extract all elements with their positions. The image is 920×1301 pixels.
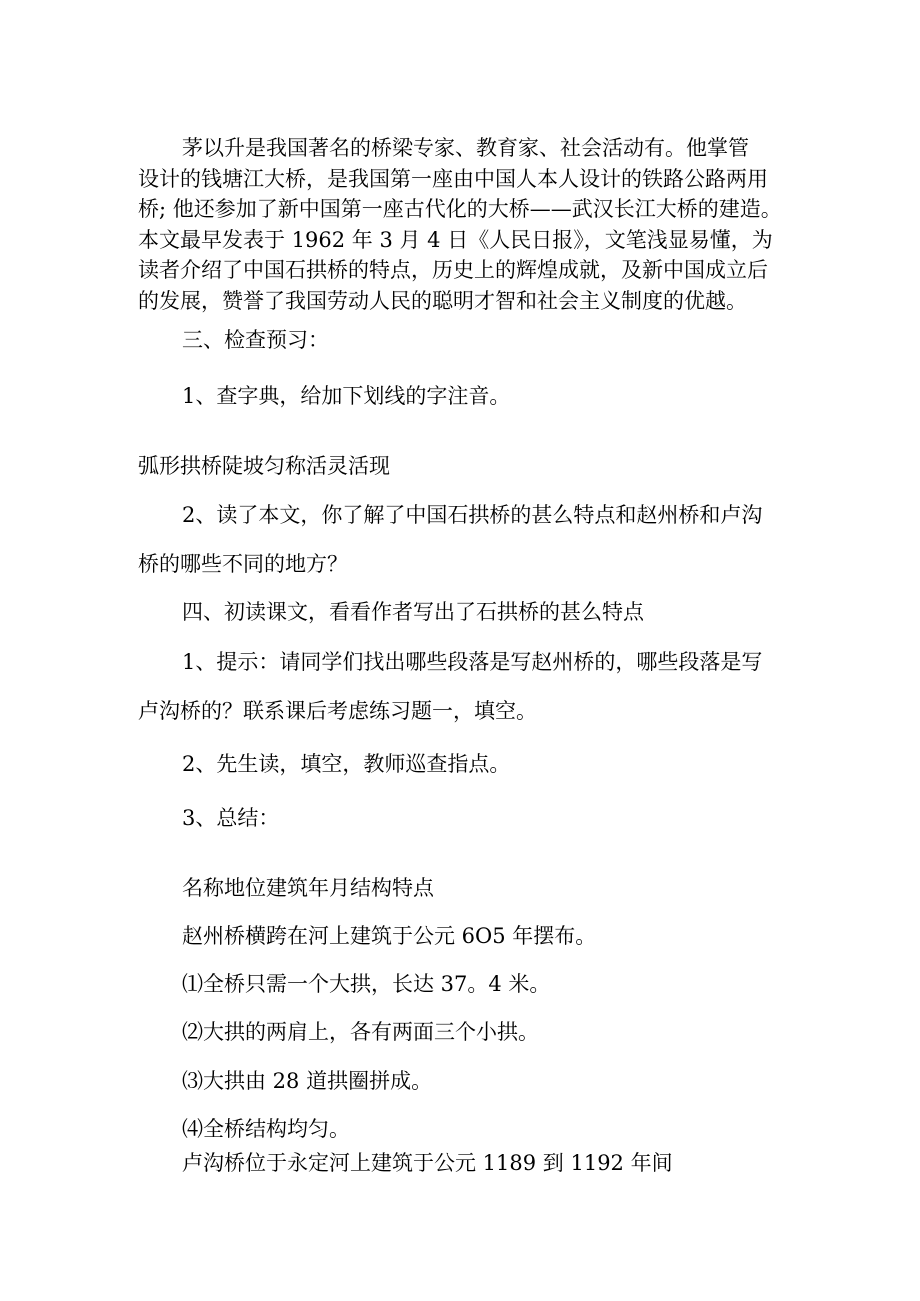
feature-point: ⑷全桥结构均匀。 bbox=[182, 1117, 350, 1141]
vocabulary-words: 弧形拱桥陡坡匀称活灵活现 bbox=[138, 454, 390, 478]
task-read-text-line1: 2、读了本文，你了解了中国石拱桥的甚么特点和赵州桥和卢沟 bbox=[182, 503, 763, 527]
feature-point: ⑵大拱的两肩上，各有两面三个小拱。 bbox=[182, 1020, 539, 1044]
feature-point: ⑶大拱由 28 道拱圈拼成。 bbox=[182, 1069, 433, 1093]
summary-table-header: 名称地位建筑年月结构特点 bbox=[182, 876, 434, 900]
intro-line: 的发展，赞誉了我国劳动人民的聪明才智和社会主义制度的优越。 bbox=[138, 288, 747, 313]
intro-line: 桥; 他还参加了新中国第一座古代化的大桥——武汉长江大桥的建造。 bbox=[138, 197, 782, 222]
task-read-text-line2: 桥的哪些不同的地方？ bbox=[138, 552, 348, 576]
intro-line: 设计的钱塘江大桥，是我国第一座由中国人本人设计的铁路公路两用 bbox=[138, 166, 768, 191]
hint-line2: 卢沟桥的？联系课后考虑练习题一，填空。 bbox=[138, 699, 537, 723]
intro-line: 茅以升是我国著名的桥梁专家、教育家、社会活动有。他掌管 bbox=[182, 136, 749, 160]
section-heading-check-preview: 三、检查预习： bbox=[182, 328, 329, 352]
feature-point: ⑴全桥只需一个大拱，长达 37。4 米。 bbox=[182, 972, 551, 996]
lugou-bridge-row: 卢沟桥位于永定河上建筑于公元 1189 到 1192 年间 bbox=[182, 1151, 673, 1175]
teacher-reading-step: 2、先生读，填空，教师巡查指点。 bbox=[182, 752, 511, 776]
intro-line: 本文最早发表于 1962 年 3 月 4 日《人民日报》，文笔浅显易懂，为 bbox=[138, 227, 773, 252]
summary-step: 3、总结： bbox=[182, 806, 280, 830]
hint-line1: 1、提示：请同学们找出哪些段落是写赵州桥的，哪些段落是写 bbox=[182, 650, 763, 674]
intro-line: 读者介绍了中国石拱桥的特点，历史上的辉煌成就，及新中国成立后 bbox=[138, 258, 768, 283]
intro-paragraph bbox=[138, 133, 788, 317]
zhaozhou-bridge-row: 赵州桥横跨在河上建筑于公元 6O5 年摆布。 bbox=[182, 924, 597, 948]
section-heading-first-reading: 四、初读课文，看看作者写出了石拱桥的甚么特点 bbox=[182, 600, 644, 624]
task-dictionary: 1、查字典，给加下划线的字注音。 bbox=[182, 384, 511, 408]
